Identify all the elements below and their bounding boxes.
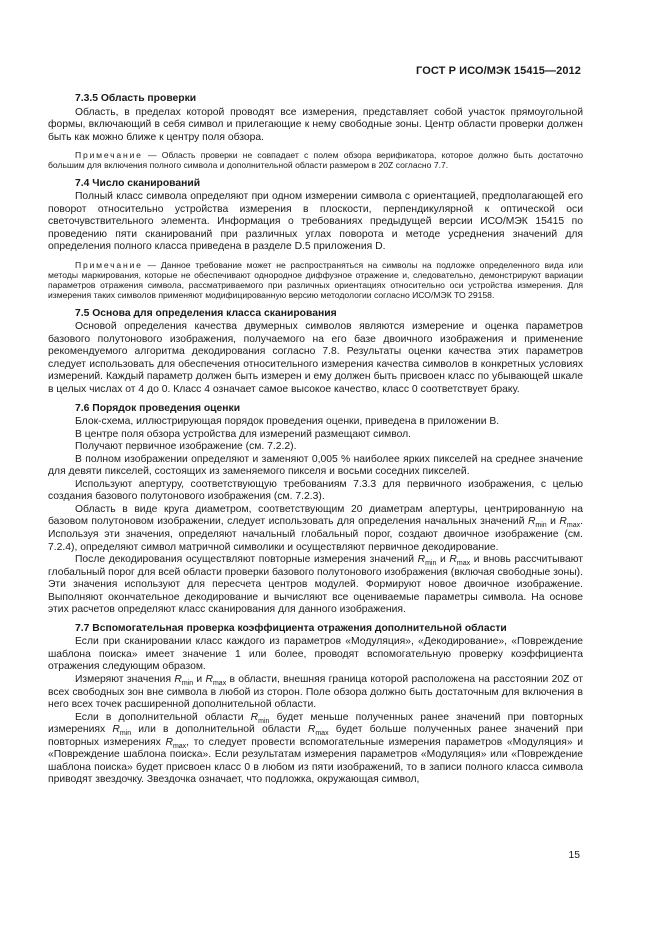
- subscript-min: min: [258, 717, 270, 725]
- text-run: и вновь рассчитывают глобальный порог для всей области проверки базового полутонового изображения (включая свободные зоны). Эти значения используют для пересчета центров модулей. Формируют новое двоичное изображение. Выполняют окончательное декодирование и вычисляют все оцениваемые параметры символа. На основе этих расчетов определяют класс сканирования для данного изображения.: [48, 554, 583, 616]
- paragraph: Полный класс символа определяют при одном измерении символа с ориентацией, предполагающей его поворот относительно устройства измерения в плоскости, перпендикулярной к оптической оси светочувствительного элемента. Информация о требованиях предыдущей версии ИСО/МЭК 15415 по проведению пяти сканирований при различных углах поворота и методе усреднения значений для определения полного класса приведена в разделе D.5 приложения D.: [48, 191, 583, 253]
- subscript-max: max: [315, 730, 329, 738]
- subscript-min: min: [535, 522, 547, 530]
- paragraph: Получают первичное изображение (см. 7.2.2).: [75, 441, 297, 453]
- subscript-max: max: [212, 680, 227, 688]
- symbol-r: R: [449, 554, 457, 566]
- subscript-max: max: [566, 522, 581, 530]
- subscript-min: min: [181, 680, 194, 688]
- text-run: и: [546, 516, 560, 528]
- text-run: После декодирования осуществляют повторные измерения значений: [75, 554, 418, 566]
- text-run: в области, внешняя граница которой расположена на расстоянии 20Z от всех свободных зон вне символа в любой из сторон. Поле обзора должно быть достаточным для включения в него всех точек расширенной дополнительной области.: [48, 674, 583, 711]
- page-number: 15: [568, 850, 580, 861]
- paragraph: В центре поля обзора устройства для измерений размещают символ.: [75, 428, 412, 440]
- paragraph: Используют апертуру, соответствующую требованиям 7.3.3 для первичного изображения, с целью создания базового полутонового изображения (см. 7.2.3).: [48, 478, 583, 503]
- page-content: [48, 93, 583, 787]
- subscript-min: min: [425, 560, 437, 568]
- paragraph: Блок-схема, иллюстрирующая порядок проведения оценки, приведена в приложении В.: [75, 416, 500, 428]
- text-run: будет меньше полученных ранее значений при повторных измерениях: [48, 711, 583, 736]
- note-lead: Примечание: [75, 150, 143, 161]
- note: [48, 150, 583, 170]
- symbol-r: R: [250, 711, 259, 723]
- symbol-r: R: [112, 724, 120, 736]
- paragraph: Область, в пределах которой проводят все измерения, представляет собой участок прямоугольной формы, включающий в себя символ и прилегающие к нему свободные зоны. Центр области проверки должен быть как можно ближе к центру поля обзора.: [48, 106, 583, 143]
- note-lead: Примечание: [75, 259, 143, 270]
- paragraph: [48, 712, 583, 787]
- note: [48, 260, 583, 301]
- text-run: будет больше полученных ранее значений при повторных измерениях: [48, 724, 583, 748]
- text-run: и: [436, 554, 450, 566]
- text-run: или в дополнительной области: [131, 724, 308, 736]
- symbol-r: R: [205, 674, 213, 685]
- paragraph: Если при сканировании класс каждого из параметров «Модуляция», «Декодирование», «Повреждение шаблона поиска» имеет значение 1 или более, проводят вспомогательную проверку коэффициента отражения следующим образом.: [48, 636, 583, 673]
- text-run: Если в дополнительной области: [75, 711, 251, 723]
- paragraph: [48, 504, 583, 554]
- symbol-r: R: [527, 516, 536, 528]
- note-text: — Область проверки не совпадает с полем обзора верификатора, которое должно быть достаточно большим для включения полного символа и дополнительной области размером в 20Z согласно 7.7.: [48, 150, 583, 171]
- symbol-r: R: [307, 724, 316, 736]
- subscript-max: max: [172, 742, 187, 750]
- document-code: ГОСТ Р ИСО/МЭК 15415—2012: [416, 65, 581, 77]
- paragraph: [48, 674, 583, 712]
- symbol-r: R: [417, 554, 426, 566]
- note-text: — Данное требование может не распространяться на символы на подложке определенного вида или методы маркирования, которые не обеспечивают однородное диффузное отражение и, следовательно, демонстрируют вариации параметров отражения символа, рассматриваемого при различных ориентациях относительно оси устройства измерения. Для измерения таких символов применяют модифицированную версию методологии согласно ИСО/МЭК ТО 29158.: [48, 259, 583, 301]
- section-heading-7-4: 7.4 Число сканирований: [75, 177, 201, 189]
- symbol-r: R: [174, 674, 182, 685]
- text-run: и: [193, 674, 206, 685]
- section-heading-7-3-5: 7.3.5 Область проверки: [75, 93, 197, 104]
- symbol-r: R: [165, 736, 173, 748]
- text-run: Область в виде круга диаметром, соответствующим 20 диаметрам апертуры, центрированную на базовом полутоновом изображении, следует использовать для определения начальных значений: [48, 503, 583, 528]
- symbol-r: R: [559, 516, 567, 528]
- text-run: Измеряют значения: [75, 674, 175, 685]
- paragraph: В полном изображении определяют и заменяют 0,005 % наиболее ярких пикселей на среднее значение для девяти пикселей, состоящих из заменяемого пикселя и восьми соседних пикселей.: [48, 453, 583, 478]
- subscript-min: min: [119, 730, 132, 738]
- text-run: , то следует провести вспомогательные измерения параметров «Модуляция» и «Повреждение шаблона поиска». Если результатам измерения параметров «Модуляция» или «Повреждение шаблона поиска» будет присвоен класс 0 в любом из пяти изображений, то в записи полного класса символа приводят звездочку. Звездочка означает, что подложка, окружающая символ,: [48, 736, 583, 786]
- paragraph: Основой определения качества двумерных символов являются измерение и оценка параметров базового полутонового изображения, получаемого на его базе двоичного изображения и применение рекомендуемого алгоритма декодирования согласно 7.8. Результаты оценки качества этих параметров следует использовать для обеспечения относительного измерения качества символов в конкретных условиях измерений. Каждый параметр должен быть измерен и ему должен быть присвоен класс по убывающей шкале в целых числах от 4 до 0. Класс 4 означает самое высокое качество, класс 0 соответствует браку.: [48, 321, 583, 395]
- paragraph: [48, 554, 583, 617]
- text-run: . Используя эти значения, определяют начальный глобальный порог, создают двоичное изображение (см. 7.2.4), определяют символ матричной символики и осуществляют первичное декодирование.: [48, 516, 583, 553]
- section-heading-7-5: 7.5 Основа для определения класса сканирования: [75, 307, 337, 319]
- section-heading-7-6: 7.6 Порядок проведения оценки: [75, 402, 241, 414]
- subscript-max: max: [456, 560, 471, 568]
- section-heading-7-7: 7.7 Вспомогательная проверка коэффициента отражения дополнительной области: [75, 622, 507, 634]
